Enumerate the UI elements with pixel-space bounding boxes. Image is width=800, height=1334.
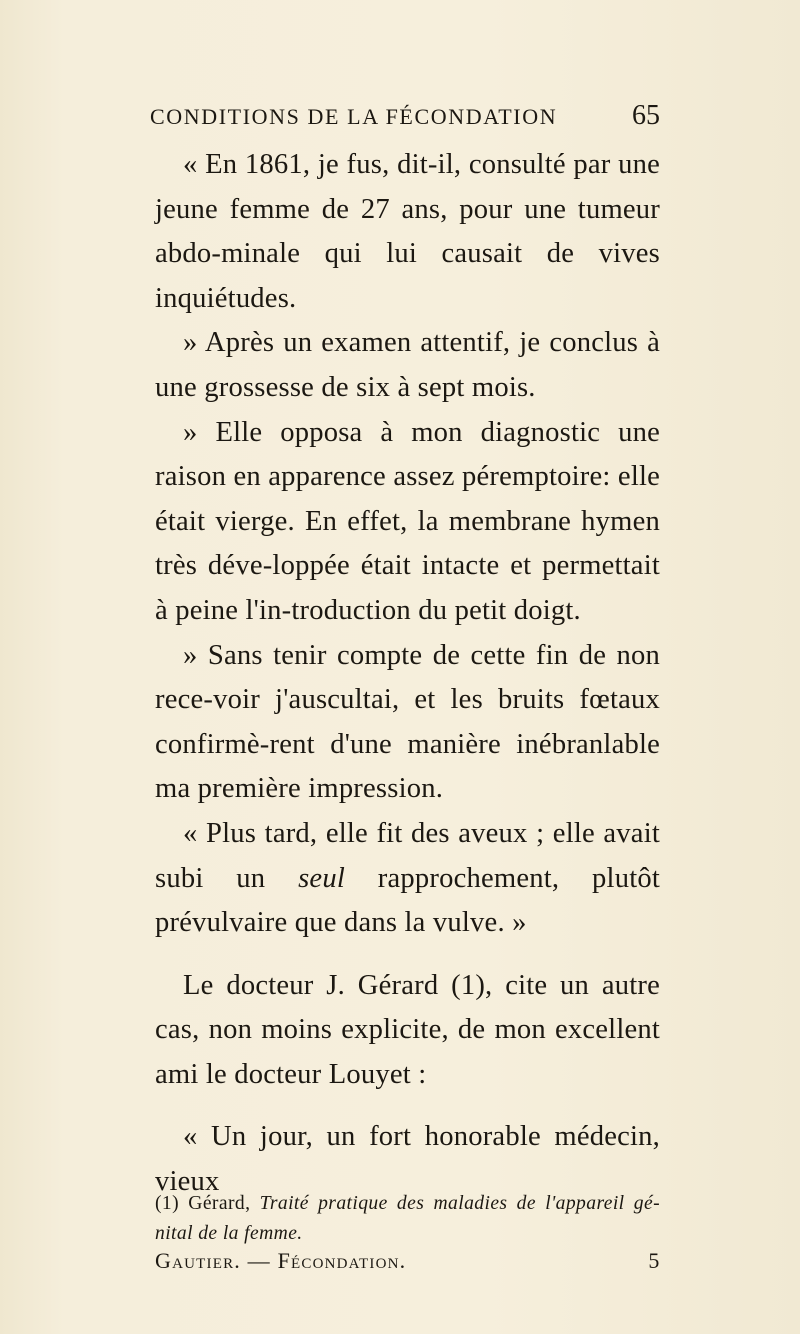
signature-number: 5 bbox=[648, 1248, 660, 1273]
footnote bbox=[155, 1189, 660, 1249]
paragraph-3: » Elle opposa à mon diagnostic une raison en apparence assez péremptoire: elle était vierge. En effet, la membrane hymen très déve-loppée était intacte et permettait à peine l'in-troduction du petit doigt. bbox=[155, 416, 660, 626]
footnote-title: Traité pratique des maladies de l'appareil gé-nital de la femme. bbox=[155, 1193, 660, 1244]
paragraph-1: « En 1861, je fus, dit-il, consulté par une jeune femme de 27 ans, pour une tumeur abdo-minale qui lui causait de vives inquiétudes. bbox=[155, 149, 660, 314]
paragraph-5-italic: seul bbox=[298, 862, 345, 894]
paragraph-6: Le docteur J. Gérard (1), cite un autre cas, non moins explicite, de mon excellent ami le docteur Louyet : bbox=[155, 969, 660, 1090]
page-number: 65 bbox=[632, 100, 660, 131]
footnote-marker: (1) Gérard, bbox=[155, 1193, 260, 1214]
paragraph-2: » Après un examen attentif, je conclus à une grossesse de six à sept mois. bbox=[155, 327, 660, 403]
paragraph-5-start: « Plus tard, elle fit des aveux ; elle avait subi un bbox=[155, 817, 660, 894]
paragraph-4: » Sans tenir compte de cette fin de non rece-voir j'auscultai, et les bruits fœtaux confirmè-rent d'une manière inébranlable ma première impression. bbox=[155, 639, 660, 805]
page-header bbox=[150, 100, 660, 132]
signature-line bbox=[155, 1248, 660, 1274]
signature-author: Gautier. — Fécondation. bbox=[155, 1248, 407, 1273]
paragraph-5-end: rapprochement, plutôt prévulvaire que dans la vulve. » bbox=[155, 862, 660, 939]
paragraph-5 bbox=[155, 812, 660, 946]
paragraph-7: « Un jour, un fort honorable médecin, vieux bbox=[155, 1121, 660, 1198]
running-title: CONDITIONS DE LA FÉCONDATION bbox=[150, 104, 558, 129]
footnote-text bbox=[155, 1189, 660, 1249]
body-text bbox=[155, 143, 660, 1205]
